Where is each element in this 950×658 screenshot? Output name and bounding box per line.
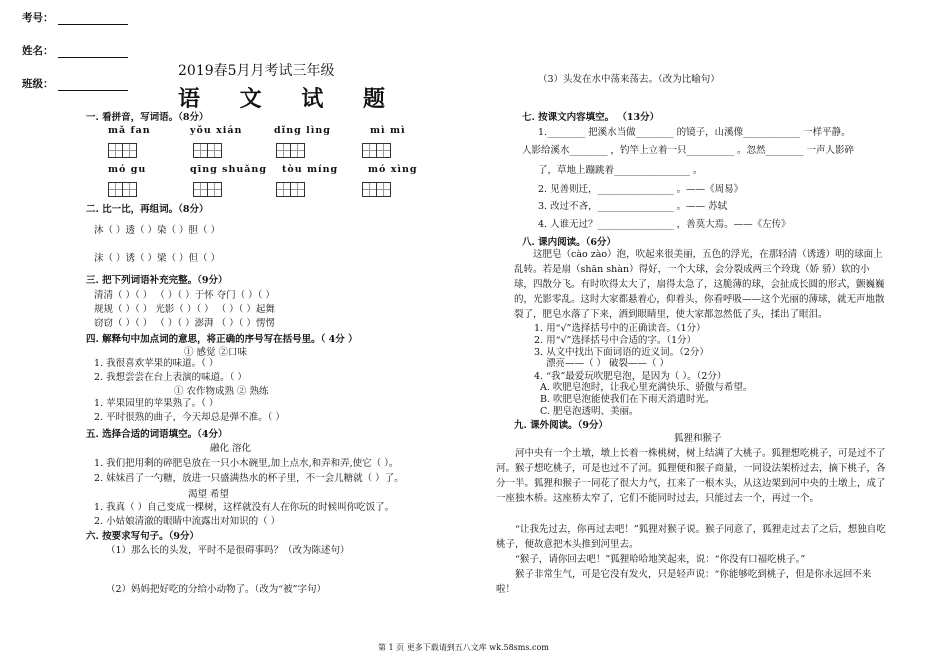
right-r1e: 3. 改过不吝，________________ 。—— 苏轼 (538, 201, 728, 212)
class-label: 班级： (22, 78, 54, 90)
tian-zi-ge-box[interactable] (207, 182, 222, 197)
right-r2q4a: A. 吹肥皂泡时，让我心里充满快乐、骄傲与希望。 (540, 382, 753, 393)
left-s2b: 沫（ ）诱（ ）梁（ ）但（ ） (94, 253, 221, 264)
left-s2a: 沐（ ）透（ ）染（ ）胆（ ） (94, 225, 221, 236)
right-r2q4: 4. “我”最爱玩吹肥皂泡，是因为（ ）。（2分） (534, 371, 727, 382)
tian-zi-ge-box[interactable] (362, 143, 377, 158)
pinyin-label: tòu míng (282, 164, 339, 175)
pinyin-label: dǐng lìng (274, 125, 331, 136)
reading-passage-soap-bubbles: 这肥皂（cào zào）泡，吹起来很美丽，五色的浮光，在那轻清（诱透）明的球面上乱转。若是扇（shān shàn）得好，一个大球，会分裂成两三个玲珑（娇 骄）软的小球，四散分飞。有时吹得太大了，扇得太急了，这脆薄的球，会扯成长圆的形式，颤巍巍的，光影零乱。这时大家都悬着心，仰着头，你看呼吸——这个光丽的薄球，就无声地散裂了，肥皂水落了下来，洒到眼睛里，使大家都忽然低了头，揉出了眼泪。 (514, 249, 885, 320)
right-r2q2: 2. 用“√”选择括号中合适的字。（1分） (534, 335, 697, 346)
tian-zi-ge-box[interactable] (276, 182, 291, 197)
left-s3c: 窃窃（ ）（ ） （ ）（ ）澎湃 （ ）（ ）愣愣 (94, 318, 275, 329)
right-r1: 七. 按课文内容填空。 （13分） (522, 112, 660, 123)
exam-title: 2019春5月月考试三年级 (178, 63, 335, 79)
exam-number-label: 考号： (22, 12, 54, 24)
story-paragraph: “猴子，请你回去吧！”狐狸哈哈地笑起来，说：“你没有口福吃桃子。” (515, 554, 806, 565)
tian-zi-ge-box[interactable] (362, 182, 377, 197)
left-s6a: （1）那么长的头发，平时不是很碍事吗？（改为陈述句） (106, 545, 350, 556)
tian-zi-ge-box[interactable] (290, 143, 305, 158)
page-footer: 第 1 页 更多下载请到五八文库 wk.58sms.com (378, 643, 549, 652)
writing-box-group[interactable] (362, 143, 390, 158)
writing-box-group[interactable] (362, 182, 390, 197)
left-s4a: ① 感觉 ②口味 (184, 347, 248, 358)
pinyin-label: yǒu xián (190, 125, 243, 136)
tian-zi-ge-box[interactable] (207, 143, 222, 158)
right-r1d: 2. 见善则迁，________________ 。——《周易》 (538, 184, 744, 195)
right-r2: 八. 课内阅读。（6分） (522, 237, 616, 248)
name-line (58, 57, 128, 58)
pinyin-label: mó gu (108, 164, 147, 175)
tian-zi-ge-box[interactable] (193, 182, 208, 197)
left-s4b: 1. 我很喜欢苹果的味道。（ ） (94, 358, 219, 369)
right-r2q1: 1. 用“√”选择括号中的正确读音。（1分） (534, 323, 706, 334)
pinyin-label: mó xìng (368, 164, 418, 175)
tian-zi-ge-box[interactable] (276, 143, 291, 158)
left-s6: 六. 按要求写句子。（9分） (86, 531, 199, 542)
name-label: 姓名： (22, 45, 54, 57)
pinyin-label: qīng shuǎng (190, 164, 267, 175)
tian-zi-ge-box[interactable] (108, 143, 123, 158)
right-r3t: 狐狸和猴子 (674, 433, 722, 444)
tian-zi-ge-box[interactable] (122, 182, 137, 197)
left-s5a: 融化 溶化 (210, 443, 252, 454)
writing-box-group[interactable] (193, 143, 221, 158)
left-s4d: ① 农作物成熟 ② 熟练 (174, 386, 269, 397)
left-s5e: 1. 我真（ ）自己变成一棵树，这样就没有人在你玩的时候叫你吃饭了。 (94, 502, 395, 513)
left-s4: 四. 解释句中加点词的意思，将正确的序号写在括号里。（ 4分 ） (86, 334, 358, 345)
subject-title: 语 文 试 题 (178, 86, 401, 112)
left-s5b: 1. 我们把用剩的碎肥皂放在一只小木碗里,加上点水,和弄和弄,使它（ ）。 (94, 458, 399, 469)
exam-number-line (58, 24, 128, 25)
story-paragraph: 猴子非常生气，可是它没有发火，只是轻声说：“你能够吃到桃子，但是你永远回不来啦！ (496, 569, 872, 595)
left-s1: 一. 看拼音，写词语。（8分） (86, 112, 209, 123)
right-r2q3: 3. 从文中找出下面词语的近义词。（2分） (534, 347, 709, 358)
left-s5f: 2. 小姑娘清澈的眼睛中流露出对知识的（ ） (94, 516, 281, 527)
tian-zi-ge-box[interactable] (376, 143, 391, 158)
tian-zi-ge-box[interactable] (290, 182, 305, 197)
pinyin-label: mǎ fan (108, 125, 151, 136)
story-paragraph: 河中央有一个土墩，墩上长着一株桃树，树上结满了大桃子。狐狸想吃桃子，可是过不了河。猴子想吃桃子，可是也过不了河。狐狸便和猴子商量，一同设法架桥过去，摘下桃子，各分一半。狐狸和猴子一同花了很大力气，扛来了一根木头，从这边架到河中央的土墩上，成了一座独木桥。这座桥太窄了，它们不能同时过去，只能过去一个，再过一个。 (496, 448, 886, 504)
right-r1b: 人影给溪水________ ，钓竿上立着一只__________ 。忽然________ 一声人影碎 (522, 145, 855, 156)
writing-box-group[interactable] (276, 182, 304, 197)
left-s6b: （2）妈妈把好吃的分给小动物了。（改为“被”字句） (106, 584, 327, 595)
pinyin-label: mì mì (370, 125, 406, 136)
writing-box-group[interactable] (276, 143, 304, 158)
left-s2: 二. 比一比，再组词。（8分） (86, 204, 209, 215)
right-r1a: 1.________ 把溪水当做________ 的镜子，山溪像____________ 一样平静。 (538, 127, 851, 138)
class-line (58, 90, 128, 91)
writing-box-group[interactable] (108, 143, 136, 158)
writing-box-group[interactable] (193, 182, 221, 197)
tian-zi-ge-box[interactable] (122, 143, 137, 158)
writing-box-group[interactable] (108, 182, 136, 197)
right-r3: 九. 课外阅读。（9分） (514, 420, 608, 431)
right-r1f: 4. 人谁无过？________________ ，善莫大焉。——《左传》 (538, 219, 791, 230)
left-s5: 五. 选择合适的词语填空。（4分） (86, 429, 228, 440)
right-r2q4b: B. 吹肥皂泡能使我们在下雨天消遣时光。 (540, 394, 715, 405)
left-s5c: 2. 妹妹舀了一勺糖，放进一只盛满热水的杯子里，不一会儿糖就（ ）了。 (94, 473, 404, 484)
left-s5d: 渴望 希望 (188, 489, 230, 500)
tian-zi-ge-box[interactable] (193, 143, 208, 158)
left-s3a: 清清（ ）（ ） （ ）（ ）于怀 夺门（ ）（ ） (94, 290, 275, 301)
left-s4f: 2. 平时很熟的曲子，今天却总是弹不准。（ ） (94, 412, 285, 423)
left-s4c: 2. 我想尝尝在台上表演的味道。（ ） (94, 372, 247, 383)
left-s4e: 1. 苹果园里的苹果熟了。（ ） (94, 398, 219, 409)
right-r1c: 了，草地上蹦跳着________________ 。 (538, 165, 703, 176)
right-r2q4c: C. 肥皂泡透明、美丽。 (540, 406, 639, 417)
right-r2q3a: 漂亮——（ ） 破裂——（ ） (546, 358, 670, 369)
left-s3b: 规规（ ）（ ） 光影（ ）（ ） （ ）（ ）起舞 (94, 304, 275, 315)
right-r0: （3）头发在水中荡来荡去。（改为比喻句） (538, 74, 720, 85)
left-s3: 三. 把下列词语补充完整。（9分） (86, 275, 228, 286)
story-paragraph: “让我先过去，你再过去吧！”狐狸对猴子说。猴子同意了，狐狸走过去了之后，想独自吃桃子，便故意把木头推到河里去。 (496, 524, 886, 550)
tian-zi-ge-box[interactable] (376, 182, 391, 197)
tian-zi-ge-box[interactable] (108, 182, 123, 197)
